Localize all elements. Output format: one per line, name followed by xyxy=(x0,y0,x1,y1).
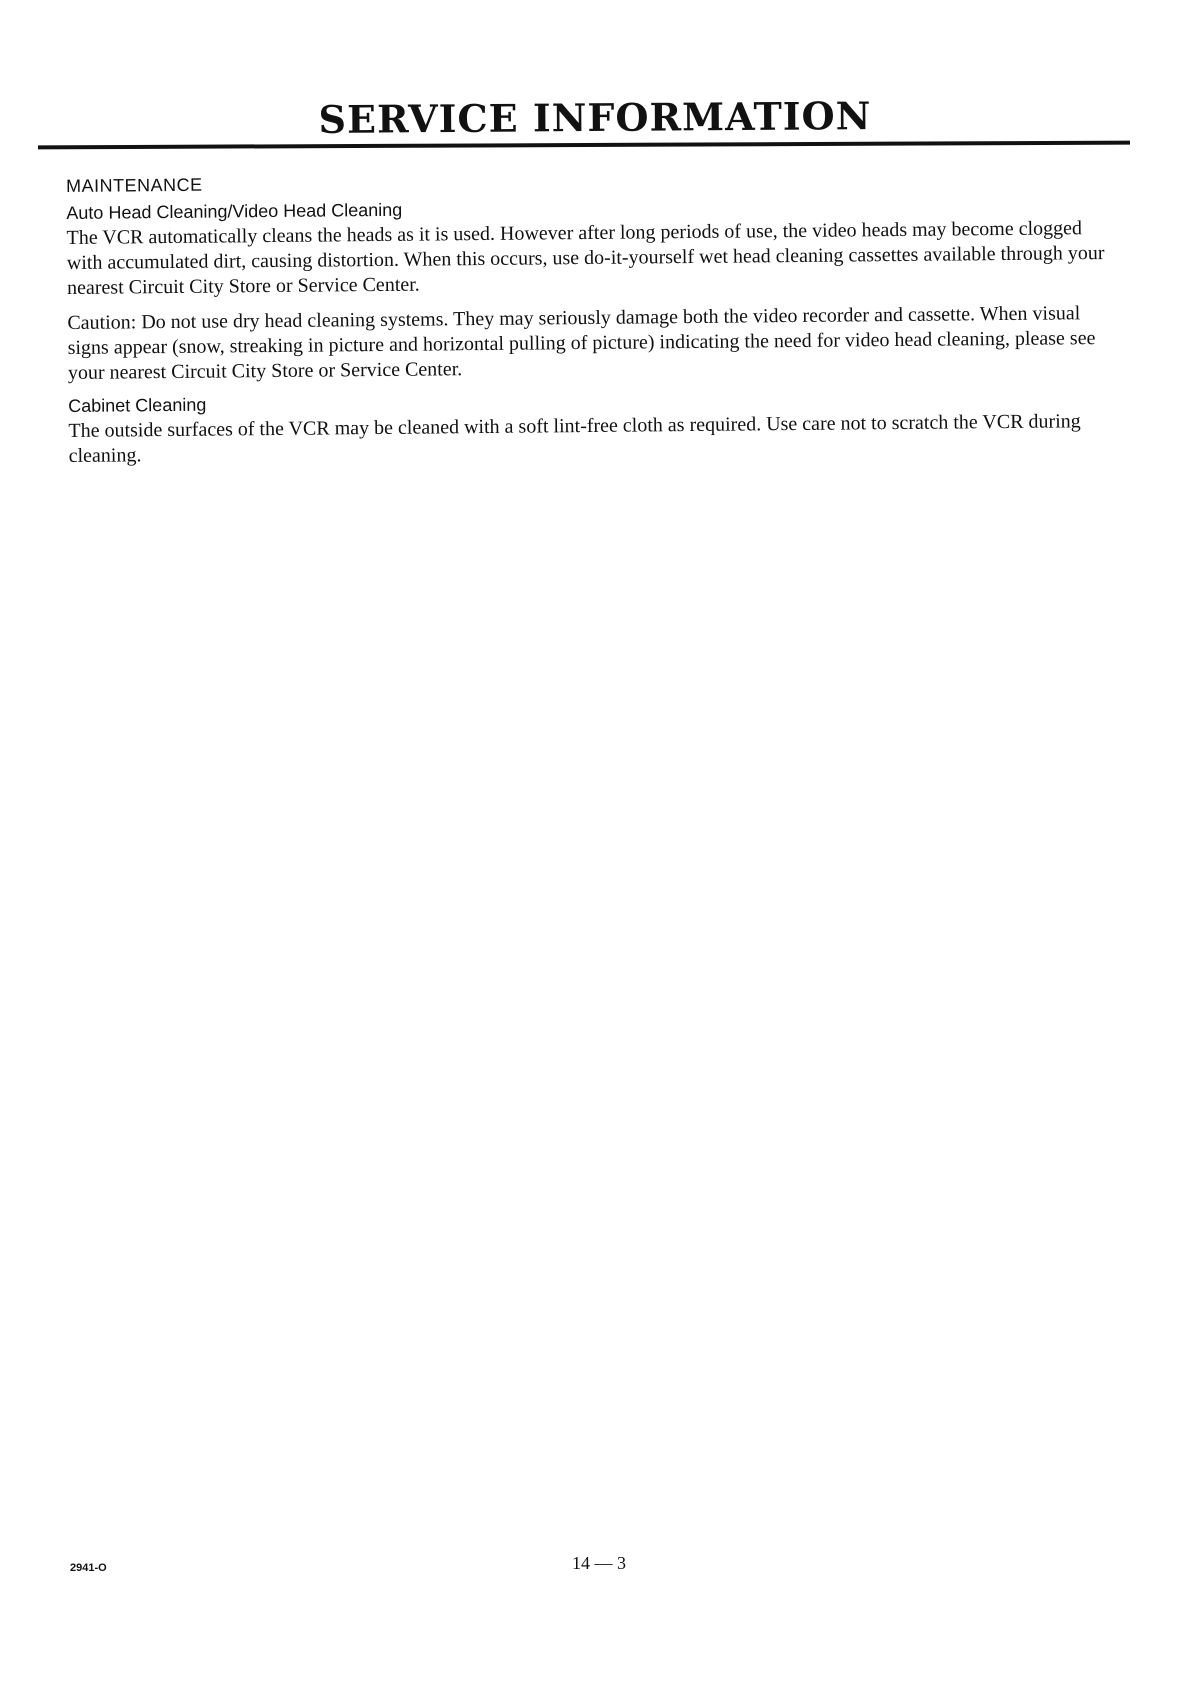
page-number: 14 — 3 xyxy=(572,1553,626,1573)
cabinet-cleaning-paragraph: The outside surfaces of the VCR may be cleaned with a soft lint-free cloth as required. Use care not to scratch the VCR during cleaning. xyxy=(68,410,1081,467)
caution-paragraph: Caution: Do not use dry head cleaning systems. They may seriously damage both the video recorder and cassette. When visual signs appear (snow, streaking in picture and horizontal pulling of picture) indicating the need for video head cleaning, please see your nearest Circuit City Store or Service Center. xyxy=(67,302,1096,384)
cabinet-cleaning-heading: Cabinet Cleaning xyxy=(68,394,207,416)
head-cleaning-heading: Auto Head Cleaning/Video Head Cleaning xyxy=(66,199,403,223)
maintenance-heading: MAINTENANCE xyxy=(66,174,203,196)
page-title: SERVICE INFORMATION xyxy=(318,93,872,142)
maintenance-section xyxy=(66,166,1129,479)
head-cleaning-paragraph: The VCR automatically cleans the heads as it is used. However after long periods of use, the video heads may become clogged with accumulated dirt, causing distortion. When this occurs, use do-it-yourself wet head cleaning cassettes available through your nearest Circuit City Store or Service Center. xyxy=(66,217,1105,299)
document-code: 2941-O xyxy=(70,1562,107,1574)
